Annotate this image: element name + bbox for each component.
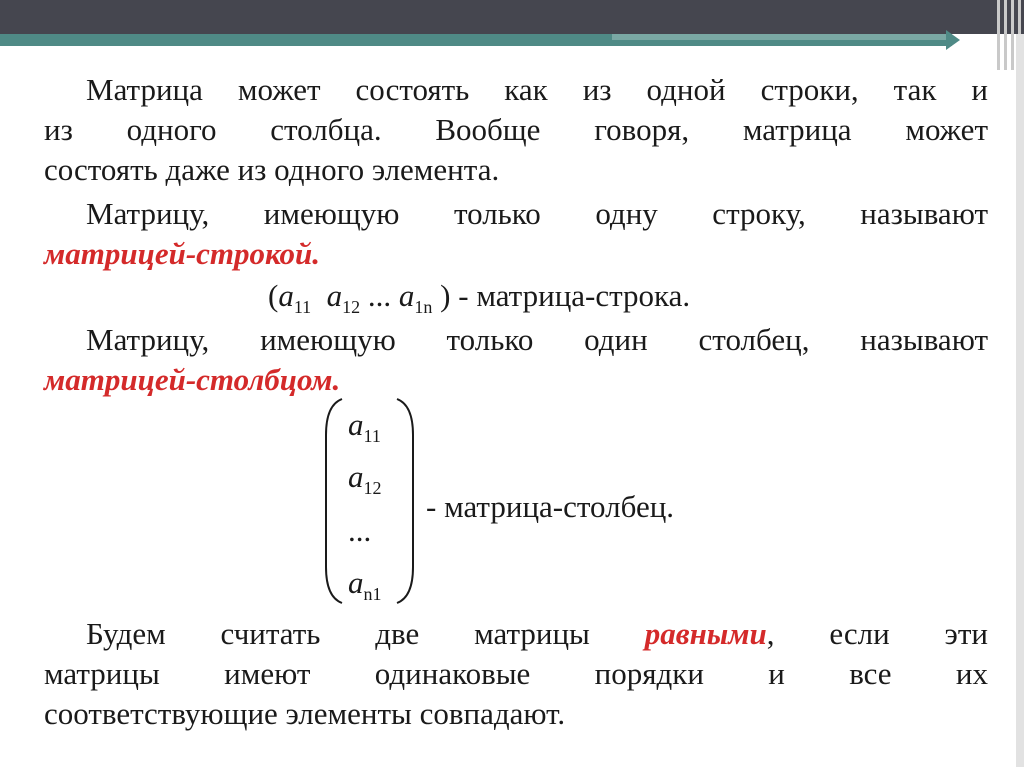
paragraph-1-line-2: из одного столбца. Вообще говоря, матрица может [44, 112, 988, 147]
column-matrix-caption: - матрица-столбец. [426, 489, 675, 524]
ellipsis: ... [348, 513, 372, 548]
paren-close: ) [440, 278, 451, 313]
row-matrix-caption: - матрица-строка. [458, 278, 691, 313]
element-a1n: $a_{1n}$ [398, 278, 433, 318]
term-row-matrix: матрицей-строкой. [44, 236, 321, 271]
element-a11: $a_{11}$ [348, 407, 381, 447]
element-an1: $a_{n1}$ [348, 565, 382, 605]
paragraph-4-line-2: матрицы имеют одинаковые порядки и все их [44, 656, 988, 691]
header-accent-stripe [0, 34, 612, 46]
paragraph-1 [44, 70, 988, 190]
header-accent-stripe-thin [612, 40, 952, 46]
paragraph-1-line-1: Матрица может состоять как из одной строки, так и [86, 72, 988, 107]
paragraph-3 [44, 320, 988, 400]
paragraph-4-line-3: соответствующие элементы совпадают. [44, 696, 566, 731]
paragraph-4-line-1: Будем считать две матрицы равными, если эти [86, 616, 989, 651]
element-a11: $a_{11}$ [278, 278, 312, 318]
paragraph-4 [44, 614, 988, 734]
term-equal: равными [644, 616, 767, 651]
paren-open: ( [268, 278, 279, 313]
header-arrow-icon [946, 30, 960, 50]
ellipsis: ... [367, 278, 392, 313]
page-edge [1016, 34, 1024, 767]
paragraph-3-line-1: Матрицу, имеющую только один столбец, называют [86, 322, 988, 357]
paragraph-2 [44, 194, 988, 274]
element-a12: $a_{12}$ [326, 278, 361, 318]
column-matrix-formula [322, 395, 417, 607]
term-column-matrix: матрицей-столбцом. [44, 362, 341, 397]
paragraph-1-line-3: состоять даже из одного элемента. [44, 152, 500, 187]
header-bar [0, 0, 1024, 34]
element-a12: $a_{12}$ [348, 459, 382, 499]
paragraph-2-line-1: Матрицу, имеющую только одну строку, называют [86, 196, 988, 231]
